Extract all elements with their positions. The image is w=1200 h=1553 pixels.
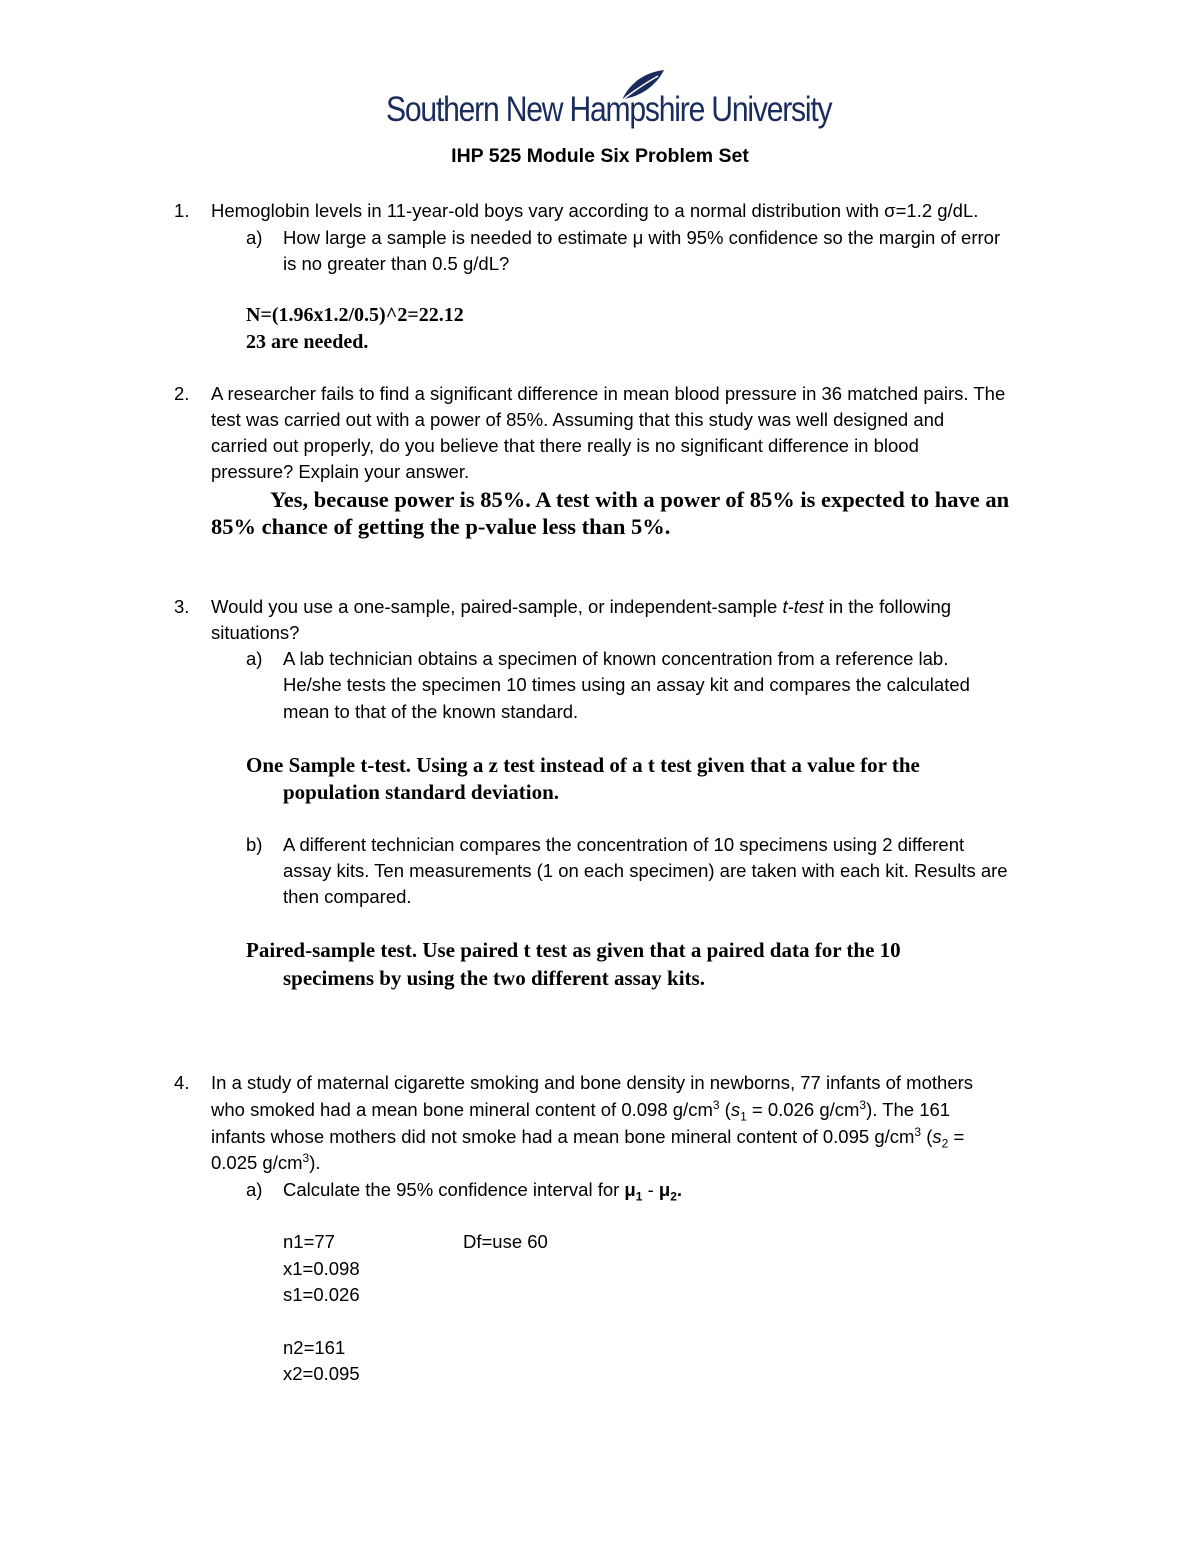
q1-answer-line2: 23 are needed. <box>246 331 369 353</box>
leaf-icon <box>618 68 668 104</box>
q3-number: 3. <box>174 596 190 617</box>
q2-line2: test was carried out with a power of 85%. Assuming that this study was well designed and <box>211 409 945 430</box>
period: . <box>676 1179 683 1200</box>
q3a-label: a) <box>246 648 263 669</box>
q2-answer-line2: 85% chance of getting the p-value less than 5%. <box>211 514 671 539</box>
q4a-text-start: Calculate the 95% confidence interval for <box>283 1179 625 1200</box>
q4-line3-text: infants whose mothers did not smoke had a mean bone mineral content of 0.095 g/cm <box>211 1126 915 1147</box>
s1-symbol: s <box>730 1099 741 1120</box>
subscript: 2 <box>670 1189 677 1204</box>
q3a-line1: A lab technician obtains a specimen of known concentration from a reference lab. <box>283 648 949 669</box>
mu2-symbol: μ <box>658 1179 671 1200</box>
q3-line1 <box>211 594 951 620</box>
s2-symbol: s <box>932 1126 942 1147</box>
q4-line2-text: who smoked had a mean bone mineral content of 0.098 g/cm <box>211 1099 713 1120</box>
q4-line2-value: = 0.026 g/cm <box>746 1099 860 1120</box>
subscript: 1 <box>635 1189 643 1204</box>
q3-line1-start: Would you use a one-sample, paired-sample, or independent-sample <box>211 596 783 617</box>
q4-line3-end: = <box>948 1126 965 1147</box>
q3a-answer-line2: population standard deviation. <box>283 780 559 804</box>
q1a-label: a) <box>246 227 263 248</box>
q4-line3-paren: ( <box>921 1126 933 1147</box>
q4-line4 <box>211 1150 321 1176</box>
superscript: 3 <box>302 1150 310 1165</box>
q3b-line3: then compared. <box>283 886 412 907</box>
q4a-label: a) <box>246 1179 263 1200</box>
q2-number: 2. <box>174 383 190 404</box>
q1a-line2: is no greater than 0.5 g/dL? <box>283 253 510 274</box>
q2-answer-line1: Yes, because power is 85%. A test with a power of 85% is expected to have an <box>270 487 1010 512</box>
q2-line3: carried out properly, do you believe that there really is no significant difference in blood <box>211 435 919 456</box>
superscript: 3 <box>712 1097 720 1112</box>
q3-line1-end: in the following <box>823 596 952 617</box>
q3-line2: situations? <box>211 622 300 643</box>
q2-line1: A researcher fails to find a significant difference in mean blood pressure in 36 matched pairs. The <box>211 383 1006 404</box>
mu1-symbol: μ <box>624 1179 636 1200</box>
superscript: 3 <box>859 1097 867 1112</box>
q3a-answer-line1: One Sample t-test. Using a z test instead of a t test given that a value for the <box>246 753 920 777</box>
q4-number: 4. <box>174 1072 190 1093</box>
q4-line4-text: 0.025 g/cm <box>211 1152 303 1173</box>
q4-line2-end: ). The 161 <box>866 1099 951 1120</box>
q1a-line1: How large a sample is needed to estimate μ with 95% confidence so the margin of error <box>283 227 1001 248</box>
work-x1: x1=0.098 <box>283 1258 360 1279</box>
superscript: 3 <box>914 1124 922 1139</box>
q3b-line1: A different technician compares the concentration of 10 specimens using 2 different <box>283 834 965 855</box>
work-df: Df=use 60 <box>463 1231 548 1252</box>
q3a-line3: mean to that of the known standard. <box>283 701 579 722</box>
q1-answer-line1: N=(1.96x1.2/0.5)^2=22.12 <box>246 304 464 326</box>
q3a-line2: He/she tests the specimen 10 times using an assay kit and compares the calculated <box>283 674 970 695</box>
subscript: 1 <box>740 1109 747 1124</box>
q4-line2 <box>211 1097 950 1123</box>
q4-line3 <box>211 1124 964 1150</box>
q4a-text <box>283 1177 682 1203</box>
university-logo-text: Southern New Hampshire University <box>386 90 832 129</box>
q4-line1: In a study of maternal cigarette smoking and bone density in newborns, 77 infants of mothers <box>211 1072 974 1093</box>
q1-text: Hemoglobin levels in 11-year-old boys vary according to a normal distribution with σ=1.2 g/dL. <box>211 200 979 221</box>
q3b-label: b) <box>246 834 263 855</box>
q4-line4-end: ). <box>309 1152 321 1173</box>
q3b-answer-line1: Paired-sample test. Use paired t test as given that a paired data for the 10 <box>246 938 901 962</box>
q4-line2-paren: ( <box>719 1099 731 1120</box>
work-s1: s1=0.026 <box>283 1284 360 1305</box>
q3b-answer-line2: specimens by using the two different assay kits. <box>283 966 705 990</box>
q1-number: 1. <box>174 200 190 221</box>
q3-line1-italic: t-test <box>782 596 824 617</box>
work-x2: x2=0.095 <box>283 1363 360 1384</box>
work-n2: n2=161 <box>283 1337 346 1358</box>
minus-sign: - <box>642 1179 659 1200</box>
work-n1: n1=77 <box>283 1231 335 1252</box>
page-title: IHP 525 Module Six Problem Set <box>451 145 749 167</box>
subscript: 2 <box>941 1136 949 1151</box>
q2-line4: pressure? Explain your answer. <box>211 461 470 482</box>
q3b-line2: assay kits. Ten measurements (1 on each specimen) are taken with each kit. Results are <box>283 860 1008 881</box>
